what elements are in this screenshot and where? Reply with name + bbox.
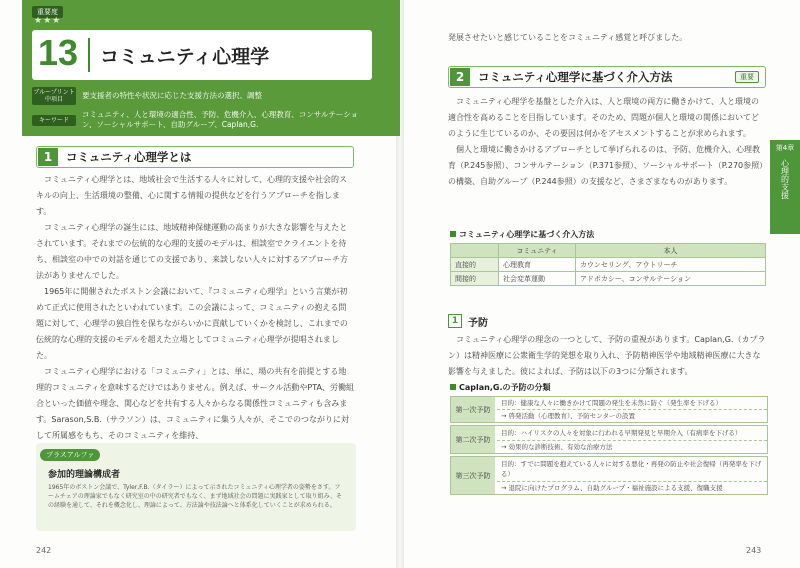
plus-alpha-heading: 参加的理論構成者 xyxy=(48,470,121,480)
table-cell: → 退院に向けたプログラム、自助グループ・福祉施設による支援、復職支援 xyxy=(501,484,723,492)
table-cell: 心理教育 xyxy=(499,258,576,272)
importance-stars: ★★★ xyxy=(34,16,62,26)
title-divider xyxy=(88,38,90,72)
plus-alpha-box xyxy=(36,443,356,531)
table-row xyxy=(450,425,768,454)
keyword-tag: キーワード xyxy=(32,115,76,126)
chapter-number: 13 xyxy=(38,32,79,73)
section-1-number: 1 xyxy=(38,148,58,166)
table-cell: 第三次予防 xyxy=(451,457,495,494)
blueprint-tag: ブループリント中項目 xyxy=(33,89,75,103)
prevention-number: 1 xyxy=(448,314,462,328)
table-header: 本人 xyxy=(575,244,765,258)
table-header: コミュニティ xyxy=(499,244,576,258)
importance-badge: 重要度 xyxy=(32,6,63,18)
section-1-heading xyxy=(36,146,354,168)
paragraph: コミュニティ心理学とは、地域社会で生活する人々に対して、心理的支援や社会的スキルの向上、生活環境の整備、心に関する情報の提供などを行うアプローチを指します。 xyxy=(36,175,348,216)
section-1-title: コミュニティ心理学とは xyxy=(66,150,192,164)
important-tag: 重要 xyxy=(735,71,759,83)
table-2-title: Caplan,G.の予防の分類 xyxy=(450,382,550,393)
section-2-body xyxy=(448,94,766,190)
intervention-table xyxy=(450,243,766,286)
paragraph: 個人と環境に働きかけるアプローチとして挙げられるのは、予防、危機介入、心理教育（P.245参照）、コンサルテーション（P.371参照）、ソーシャルサポート（P.270参照）の構築、自助グループ（P.244参照）の支援など、さまざまなものがあります。 xyxy=(448,145,764,186)
prevention-body xyxy=(448,332,766,380)
carry-over-text xyxy=(448,30,766,46)
chapter-tab xyxy=(770,140,800,234)
table-cell: 目的：健康な人々に働きかけて問題の発生を未然に防ぐ（発生率を下げる） xyxy=(497,397,767,410)
keyword-row xyxy=(32,108,372,132)
title-box xyxy=(32,30,372,80)
section-2-title: コミュニティ心理学に基づく介入方法 xyxy=(478,70,673,84)
table-header xyxy=(451,244,499,258)
table-row xyxy=(450,456,768,495)
page-number-right: 243 xyxy=(746,546,762,555)
section-2-heading xyxy=(448,66,766,88)
table-cell: アドボカシー、コンサルテーション xyxy=(575,272,765,286)
table-cell: 目的：ハイリスクの人々を対象に行われる早期発見と早期介入（有病率を下げる） xyxy=(497,426,767,441)
blueprint-text: 要支援者の特性や状況に応じた支援方法の選択、調整 xyxy=(82,91,262,100)
paragraph: 1965年に開催されたボストン会議において、『コミュニティ心理学』という言葉が初めて正式に使用されたといわれています。この会議によって、コミュニティの抱える問題に対して、心理学の独自性を保ちながらいかに貢献していくかを検討し、これまでの伝統的な心理的支援のモデルを超えた立場としてコミュニティ心理学が提唱されました。 xyxy=(36,287,348,360)
chapter-tab-title: 心理的支援 xyxy=(780,159,790,199)
table-1-title: コミュニティ心理学に基づく介入方法 xyxy=(450,229,594,240)
prevention-heading xyxy=(448,312,488,330)
blueprint-row xyxy=(32,84,372,108)
table-cell: 第二次予防 xyxy=(451,426,495,453)
section-1-body xyxy=(36,172,354,440)
paragraph: コミュニティ心理学の誕生には、地域精神保健運動の高まりが大きな影響を与えたとされています。それまでの伝統的な心理的支援のモデルは、相談室でクライエントを待ち、相談室の中での対話を通じての支援であり、来談しない人々に対するアプローチ方法がありませんでした。 xyxy=(36,223,348,280)
paragraph: 発展させたいと感じていることをコミュニティ感覚と呼びました。 xyxy=(448,33,688,42)
table-cell: → 効果的な診断技術、有効な治療方法 xyxy=(501,443,613,451)
prevention-table xyxy=(450,396,768,497)
table-cell: 直接的 xyxy=(451,258,499,272)
table-cell: 社会変革運動 xyxy=(499,272,576,286)
table-row xyxy=(450,396,768,423)
table-row xyxy=(451,258,766,272)
paragraph: コミュニティ心理学を基盤とした介入は、人と環境の両方に働きかけて、人と環境の適合性を高めることを目指しています。そのため、問題が個人と環境の関係においてどのように生じているのか、その要因は何かをアセスメントすることが求められます。 xyxy=(448,97,760,138)
page-title: コミュニティ心理学 xyxy=(100,46,270,68)
section-2-number: 2 xyxy=(450,68,470,86)
chapter-tab-number: 第4章 xyxy=(775,144,795,152)
chapter-header xyxy=(22,0,400,136)
table-row xyxy=(451,272,766,286)
paragraph: コミュニティ心理学における「コミュニティ」とは、単に、場の共有を前提とする地理的コミュニティを意味するだけではありません。例えば、サークル活動やPTA、労働組合といった価値や理念、関心などを共有する人々からなる関係性コミュニティも含みます。Sarason,S.B.（サラソン）は、コミュニティに集う人々が、そこでのつながりに対して所属感をもち、そのコミュニティを維持、 xyxy=(36,367,354,440)
keyword-text: コミュニティ、人と環境の適合性、予防、危機介入、心理教育、コンサルテーション、ソーシャルサポート、自助グループ、Caplan,G. xyxy=(82,110,359,129)
table-cell: カウンセリング、アウトリーチ xyxy=(575,258,765,272)
plus-alpha-label: プラスアルファ xyxy=(40,449,100,461)
plus-alpha-text: 1965年のボストン会議で、Tyler,F.B.（タイラー）によって示されたコミュニティ心理学者の姿勢をさす。フームチェアの理論家でもなく研究室の中の研究者でもなく、まず地域社会の問題に実践家として取り組み、その経験を通して、それを概念化し、理論によって、方法論や技法論へと体系化していくことが求められる。 xyxy=(48,484,342,509)
table-cell: 第一次予防 xyxy=(451,397,495,422)
table-cell: → 啓発活動（心理教育）、予防センターの設置 xyxy=(501,412,636,420)
prevention-title: 予防 xyxy=(468,317,488,329)
table-cell: 目的：すでに問題を抱えている人々に対する悪化・再発の防止や社会復帰（再発率を下げる） xyxy=(497,457,767,482)
page-number-left: 242 xyxy=(36,546,52,555)
table-cell: 間接的 xyxy=(451,272,499,286)
paragraph: コミュニティ心理学の理念の一つとして、予防の重視があります。Caplan,G.（カプラン）は精神医療に公衆衛生学的発想を取り入れ、予防精神医学や地域精神医療に大きな影響を与えました。彼によれば、予防は以下の3つに分類されます。 xyxy=(448,335,766,376)
